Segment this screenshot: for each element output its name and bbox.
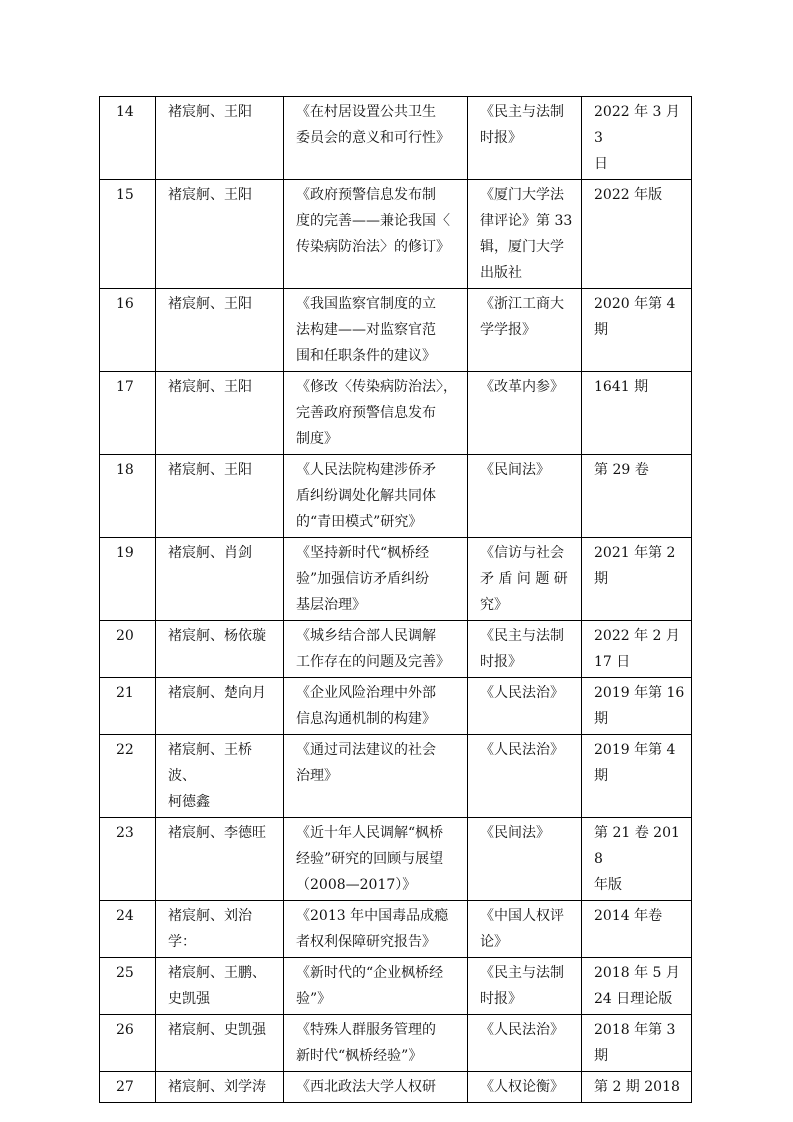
title-line: 法构建——对监察官范 [296, 322, 436, 338]
date-line: 期 [594, 711, 608, 727]
title-line: 新时代“枫桥经验”》 [296, 1048, 423, 1064]
row-number-cell: 22 [100, 735, 156, 818]
title-line: 基层治理》 [296, 597, 366, 613]
authors-line: 褚宸舸、王阳 [168, 462, 252, 478]
authors-line: 褚宸舸、王阳 [168, 296, 252, 312]
title-cell [284, 1072, 468, 1103]
authors-cell [156, 1015, 284, 1072]
title-cell [284, 372, 468, 455]
source-line: 究》 [480, 597, 508, 613]
source-line: 论》 [480, 934, 508, 950]
authors-cell [156, 818, 284, 901]
title-line: 《近十年人民调解“枫桥 [296, 825, 444, 841]
date-line: 17 日 [594, 654, 631, 670]
title-line: 传染病防治法〉的修订》 [296, 239, 450, 255]
table-row [100, 735, 692, 818]
date-line: 期 [594, 322, 608, 338]
authors-cell [156, 678, 284, 735]
source-line: 《中国人权评 [480, 908, 564, 924]
source-cell [468, 455, 582, 538]
title-cell [284, 678, 468, 735]
authors-cell [156, 289, 284, 372]
title-line: 信息沟通机制的构建》 [296, 711, 436, 727]
title-cell [284, 1015, 468, 1072]
table-row [100, 901, 692, 958]
source-line: 律评论》第 33 [480, 213, 573, 229]
title-line: 《西北政法大学人权研 [296, 1079, 436, 1095]
source-line: 《改革内参》 [480, 379, 564, 395]
publications-table [99, 96, 692, 1103]
date-line: 2018 年第 3 [594, 1022, 676, 1038]
date-line: 2020 年第 4 [594, 296, 676, 312]
date-line: 第 21 卷 2018 [594, 825, 680, 867]
date-cell [582, 678, 692, 735]
authors-line: 褚宸舸、史凯强 [168, 1022, 266, 1038]
authors-cell [156, 180, 284, 289]
table-row [100, 289, 692, 372]
title-line: 《我国监察官制度的立 [296, 296, 436, 312]
authors-line: 史凯强 [168, 991, 210, 1007]
title-cell [284, 958, 468, 1015]
date-cell [582, 818, 692, 901]
date-line: 日 [594, 156, 608, 172]
source-line: 《民主与法制 [480, 965, 564, 981]
date-line: 期 [594, 571, 608, 587]
source-line: 《民间法》 [480, 462, 550, 478]
source-cell [468, 818, 582, 901]
table-row [100, 1015, 692, 1072]
title-line: 《修改〈传染病防治法〉， [296, 379, 457, 395]
title-line: 工作存在的问题及完善》 [296, 654, 450, 670]
date-cell [582, 958, 692, 1015]
title-cell [284, 621, 468, 678]
authors-cell [156, 1072, 284, 1103]
source-cell [468, 180, 582, 289]
date-line: 24 日理论版 [594, 991, 673, 1007]
source-line: 《民主与法制 [480, 628, 564, 644]
authors-line: 褚宸舸、王桥波、 [168, 742, 252, 784]
table-row [100, 1072, 692, 1103]
date-cell [582, 621, 692, 678]
title-line: 《城乡结合部人民调解 [296, 628, 436, 644]
row-number-cell: 18 [100, 455, 156, 538]
source-line: 《浙江工商大 [480, 296, 564, 312]
row-number-cell: 17 [100, 372, 156, 455]
row-number-cell: 19 [100, 538, 156, 621]
publications-table-body [100, 97, 692, 1103]
title-cell [284, 97, 468, 180]
date-line: 1641 期 [594, 379, 649, 395]
source-line: 时报》 [480, 991, 522, 1007]
row-number-cell: 21 [100, 678, 156, 735]
authors-cell [156, 97, 284, 180]
source-line: 《人民法治》 [480, 742, 564, 758]
source-cell [468, 735, 582, 818]
table-row [100, 372, 692, 455]
date-line: 期 [594, 1048, 608, 1064]
source-line: 《民主与法制 [480, 104, 564, 120]
date-cell [582, 1072, 692, 1103]
authors-line: 褚宸舸、肖剑 [168, 545, 252, 561]
title-line: 制度》 [296, 431, 338, 447]
source-line: 《信访与社会 [480, 545, 564, 561]
authors-cell [156, 621, 284, 678]
date-cell [582, 180, 692, 289]
title-cell [284, 735, 468, 818]
title-cell [284, 289, 468, 372]
source-cell [468, 538, 582, 621]
row-number-cell: 16 [100, 289, 156, 372]
title-line: 围和任职条件的建议》 [296, 348, 436, 364]
authors-cell [156, 735, 284, 818]
table-row [100, 538, 692, 621]
source-cell [468, 1015, 582, 1072]
source-line: 出版社 [480, 265, 522, 281]
authors-line: 褚宸舸、王阳 [168, 187, 252, 203]
authors-line: 褚宸舸、李德旺 [168, 825, 266, 841]
title-line: 《在村居设置公共卫生 [296, 104, 436, 120]
source-line: 《民间法》 [480, 825, 550, 841]
title-line: 《通过司法建议的社会 [296, 742, 436, 758]
source-line: 《人权论衡》 [480, 1079, 564, 1095]
table-row [100, 958, 692, 1015]
title-line: 完善政府预警信息发布 [296, 405, 436, 421]
row-number-cell: 23 [100, 818, 156, 901]
row-number-cell: 20 [100, 621, 156, 678]
authors-line: 褚宸舸、楚向月 [168, 685, 266, 701]
source-cell [468, 372, 582, 455]
table-row [100, 455, 692, 538]
date-line: 2018 年 5 月 [594, 965, 680, 981]
date-line: 2022 年 3 月 3 [594, 104, 680, 146]
authors-cell [156, 901, 284, 958]
title-cell [284, 180, 468, 289]
authors-line: 褚宸舸、杨依璇 [168, 628, 266, 644]
date-line: 期 [594, 768, 608, 784]
source-cell [468, 678, 582, 735]
date-cell [582, 1015, 692, 1072]
title-cell [284, 818, 468, 901]
title-line: 盾纠纷调处化解共同体 [296, 488, 436, 504]
title-line: 《新时代的“企业枫桥经 [296, 965, 444, 981]
row-number-cell: 27 [100, 1072, 156, 1103]
source-line: 辑，厦门大学 [480, 239, 564, 255]
source-line: 时报》 [480, 654, 522, 670]
title-cell [284, 901, 468, 958]
authors-line: 褚宸舸、刘治学： [168, 908, 252, 950]
title-line: 《企业风险治理中外部 [296, 685, 436, 701]
authors-line: 褚宸舸、王鹏、 [168, 965, 266, 981]
source-cell [468, 1072, 582, 1103]
table-row [100, 621, 692, 678]
table-row [100, 678, 692, 735]
title-line: 经验”研究的回顾与展望 [296, 851, 444, 867]
date-line: 2019 年第 4 [594, 742, 676, 758]
source-line: 《厦门大学法 [480, 187, 564, 203]
title-line: 《特殊人群服务管理的 [296, 1022, 436, 1038]
row-number-cell: 15 [100, 180, 156, 289]
source-cell [468, 621, 582, 678]
title-line: 委员会的意义和可行性》 [296, 130, 450, 146]
authors-cell [156, 538, 284, 621]
source-line: 时报》 [480, 130, 522, 146]
authors-cell [156, 958, 284, 1015]
row-number-cell: 25 [100, 958, 156, 1015]
title-line: 者权利保障研究报告》 [296, 934, 436, 950]
title-line: 《人民法院构建涉侨矛 [296, 462, 436, 478]
source-line: 《人民法治》 [480, 685, 564, 701]
authors-cell [156, 455, 284, 538]
source-cell [468, 901, 582, 958]
source-line: 《人民法治》 [480, 1022, 564, 1038]
title-line: 《坚持新时代“枫桥经 [296, 545, 430, 561]
row-number-cell: 14 [100, 97, 156, 180]
table-row [100, 180, 692, 289]
date-line: 2019 年第 16 [594, 685, 685, 701]
date-cell [582, 455, 692, 538]
date-line: 2022 年版 [594, 187, 663, 203]
date-cell [582, 901, 692, 958]
title-line: 《2013 年中国毒品成瘾 [296, 908, 449, 924]
date-line: 2022 年 2 月 [594, 628, 680, 644]
date-line: 年版 [594, 877, 622, 893]
date-line: 2021 年第 2 [594, 545, 676, 561]
title-line: 验”》 [296, 991, 332, 1007]
title-line: 《政府预警信息发布制 [296, 187, 436, 203]
authors-line: 褚宸舸、王阳 [168, 104, 252, 120]
date-line: 第 29 卷 [594, 462, 649, 478]
source-cell [468, 289, 582, 372]
row-number-cell: 26 [100, 1015, 156, 1072]
authors-cell [156, 372, 284, 455]
row-number-cell: 24 [100, 901, 156, 958]
table-row [100, 818, 692, 901]
title-cell [284, 455, 468, 538]
source-line: 矛 盾 问 题 研 [480, 571, 568, 587]
title-line: 验”加强信访矛盾纠纷 [296, 571, 430, 587]
date-line: 第 2 期 2018 [594, 1079, 680, 1095]
title-cell [284, 538, 468, 621]
title-line: 度的完善——兼论我国〈 [296, 213, 450, 229]
date-cell [582, 538, 692, 621]
source-cell [468, 97, 582, 180]
date-line: 2014 年卷 [594, 908, 663, 924]
date-cell [582, 97, 692, 180]
table-row [100, 97, 692, 180]
date-cell [582, 289, 692, 372]
date-cell [582, 372, 692, 455]
source-line: 学学报》 [480, 322, 536, 338]
authors-line: 柯德鑫 [168, 794, 210, 810]
source-cell [468, 958, 582, 1015]
date-cell [582, 735, 692, 818]
title-line: 治理》 [296, 768, 338, 784]
title-line: 的“青田模式”研究》 [296, 514, 423, 530]
authors-line: 褚宸舸、刘学涛 [168, 1079, 266, 1095]
authors-line: 褚宸舸、王阳 [168, 379, 252, 395]
title-line: （2008—2017）》 [296, 877, 417, 893]
